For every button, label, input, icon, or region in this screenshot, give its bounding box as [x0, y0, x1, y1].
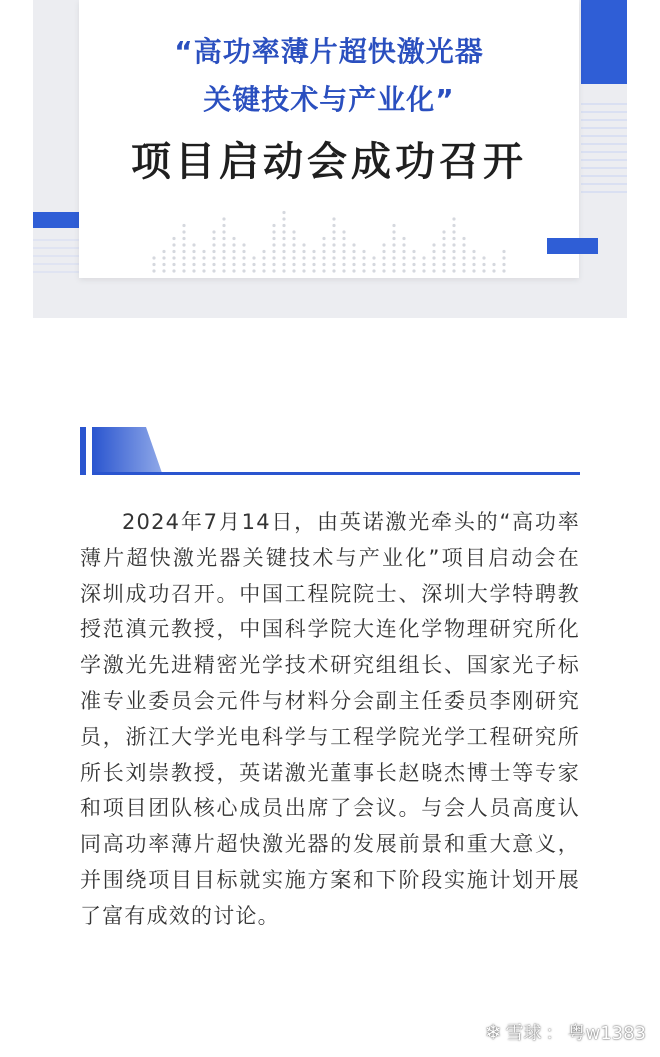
- headline-line-1: “高功率薄片超快激光器: [174, 35, 484, 68]
- section-heading-bar: [80, 427, 580, 475]
- snowball-logo-icon: ❄: [484, 1020, 502, 1044]
- decor-dot-equalizer: [149, 205, 509, 275]
- hero-banner: [33, 0, 627, 318]
- watermark-user: 粤w1383: [567, 1023, 646, 1044]
- headline-line-2: 关键技术与产业化”: [203, 83, 455, 116]
- article-paragraph: 2024年7月14日，由英诺激光牵头的“高功率薄片超快激光器关键技术与产业化”项目启动会在深圳成功召开。中国工程院院士、深圳大学特聘教授范滇元教授，中国科学院大连化学物理研究所化学激光先进精密光学技术研究组组长、国家光子标准专业委员会元件与材料分会副主任委员李刚研究员，浙江大学光电科学与工程学院光学工程研究所所长刘崇教授，英诺激光董事长赵晓杰博士等专家和项目团队核心成员出席了会议。与会人员高度认同高功率薄片超快激光器的发展前景和重大意义，并围绕项目目标就实施方案和下阶段实施计划开展了富有成效的讨论。: [80, 510, 580, 928]
- decor-lines-right: [581, 100, 627, 210]
- watermark: [485, 1019, 646, 1045]
- decor-bar-right: [547, 238, 598, 254]
- decor-bar-top-right: [581, 0, 627, 84]
- headline-card: [79, 0, 579, 278]
- headline-title: 项目启动会成功召开: [131, 139, 527, 185]
- watermark-site: 雪球: [505, 1023, 542, 1044]
- watermark-separator: ：: [545, 1023, 564, 1044]
